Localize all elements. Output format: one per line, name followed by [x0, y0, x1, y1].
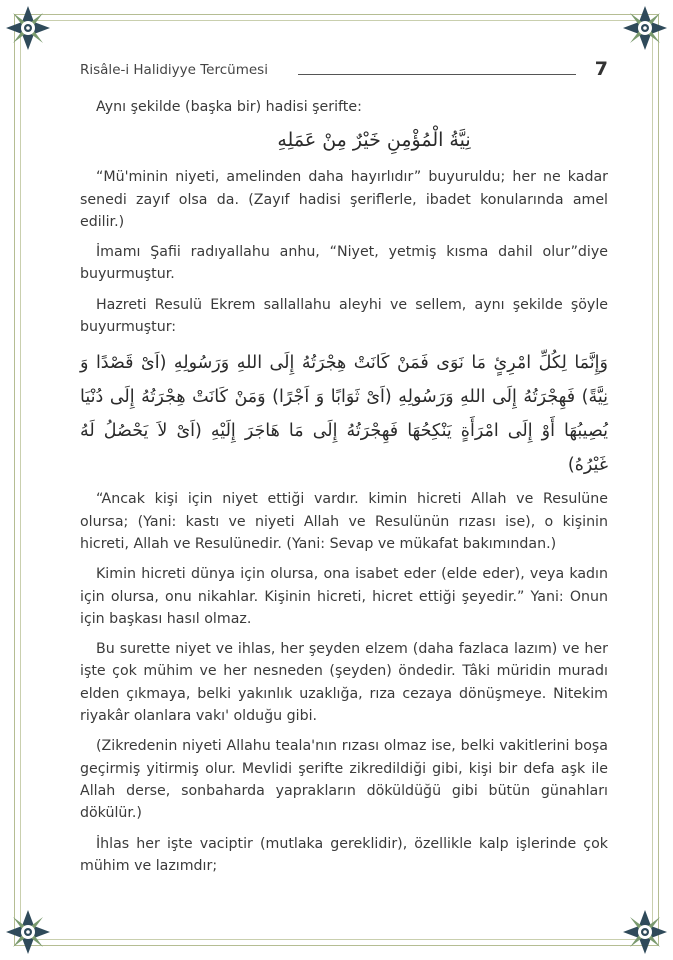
paragraph: İhlas her işte vaciptir (mutlaka gereklidir), özellikle kalp işlerinde çok mühim ve lazımdır;: [80, 835, 608, 874]
paragraph: İmamı Şafii radıyallahu anhu, “Niyet, yetmiş kısma dahil olur”diye buyurmuştur.: [80, 244, 608, 283]
corner-ornament-icon: [619, 2, 671, 54]
corner-ornament-icon: [619, 906, 671, 958]
book-title: Risâle-i Halidiyye Tercümesi: [80, 62, 268, 78]
page-body: [80, 96, 608, 885]
corner-ornament-icon: [2, 906, 54, 958]
paragraph: Aynı şekilde (başka bir) hadisi şerifte:: [96, 99, 362, 115]
page-number: 7: [594, 58, 608, 80]
arabic-hadith-text: وَإِنَّمَا لِكُلِّ امْرِئٍ مَا نَوَى فَمَنْ كَانَتْ هِجْرَتُهُ إِلَى اللهِ وَرَسُولِهِ (اَىْ قَصْدًا وَ نِيَّةً) فَهِجْرَتُهُ إِلَى اللهِ وَرَسُولِهِ (اَىْ ثَوَابًا وَ اَجْرًا) وَمَنْ كَانَتْ هِجْرَتُهُ إِلَى دُنْيَا يُصِيبُهَا أَوْ إِلَى امْرَأَةٍ يَنْكِحُهَا فَهِجْرَتُهُ إِلَى مَا هَاجَرَ إِلَيْهِ (اَىْ لاَ يَحْصُلُ لَهُ غَيْرُهُ): [80, 353, 608, 476]
paragraph: “Ancak kişi için niyet ettiği vardır. kimin hicreti Allah ve Resulüne olursa; (Yani: kastı ve niyeti Allah ve Resulünün rızası ise), o kişinin hicreti, Allah ve Resulünedir. (Yani: Sevap ve mükafat bakımından.): [80, 491, 608, 552]
arabic-hadith-quote: نِيَّةُ الْمُؤْمِنِ خَيْرٌ مِنْ عَمَلِهِ: [277, 129, 471, 152]
paragraph: Hazreti Resulü Ekrem sallallahu aleyhi ve sellem, aynı şekilde şöyle buyurmuştur:: [80, 296, 608, 336]
paragraph: (Zikredenin niyeti Allahu teala'nın rızası olmaz ise, belki vakitlerini boşa geçirmiş yitirmiş olur. Mevlidi şerifte zikredildiği gibi, kişi bir defa aşk ile Allah derse, sonbaharda yaprakların döküldüğü gibi bütün günahları dökülür.): [80, 738, 608, 822]
corner-ornament-icon: [2, 2, 54, 54]
paragraph: Bu surette niyet ve ihlas, her şeyden elzem (daha fazlaca lazım) ve her işte çok mühim ve her nesneden (şeyden) öndedir. Tâki müridin muradı elden çıkmaya, belki yakınlık uzaklığa, rıza cezaya dönüşmeye. Nitekim riyakâr olanlara vakı' olduğu gibi.: [80, 641, 608, 725]
paragraph: “Mü'minin niyeti, amelinden daha hayırlıdır” buyuruldu; her ne kadar senedi zayıf olsa da. (Zayıf hadisi şeriflerle, ibadet konularında amel edilir.): [80, 169, 608, 230]
running-header: [80, 60, 608, 84]
header-rule: [298, 74, 576, 75]
paragraph: Kimin hicreti dünya için olursa, ona isabet eder (elde eder), veya kadın için olursa, onu nikahlar. Kişinin hicreti, hicret ettiği şeyedir.” Yani: Onun için başkası hasıl olmaz.: [80, 566, 608, 627]
